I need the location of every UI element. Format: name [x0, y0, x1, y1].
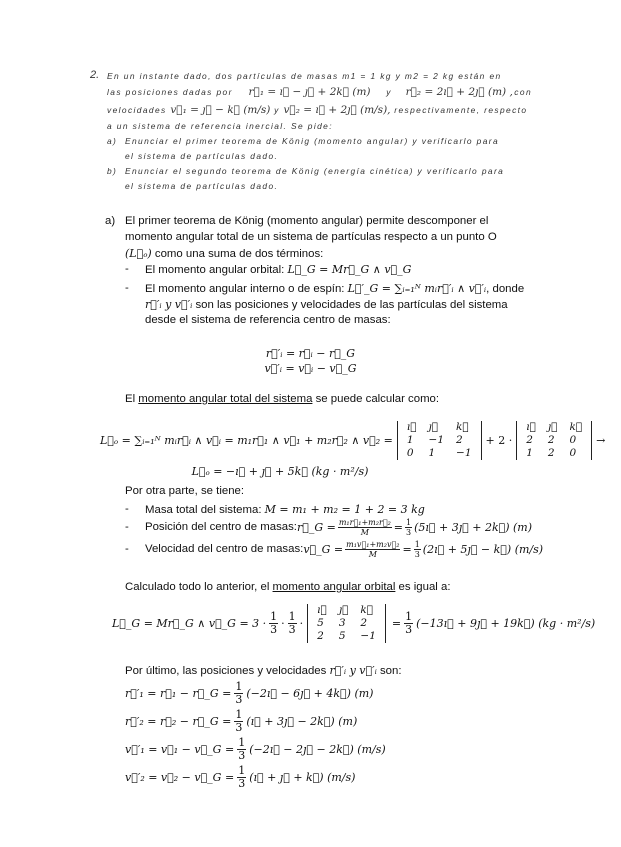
eq-lo-sum: L⃗ₒ = ∑ᵢ₌₁ᴺ mᵢr⃗ᵢ ∧ v⃗ᵢ = m₁r⃗₁ ∧ v⃗₁ + m₂r⃗₂ ∧ v⃗₂ = — [100, 433, 393, 447]
fraction-third — [269, 611, 278, 636]
fraction — [345, 540, 400, 559]
determinant-cell: 0 — [569, 434, 577, 446]
eq-sign: = — [402, 542, 412, 556]
determinant-1-table — [401, 421, 478, 460]
eq-vg-lhs: v⃗_G = — [303, 542, 344, 556]
lg-equation — [112, 598, 595, 648]
determinant-cell: 0 — [569, 447, 577, 459]
eq-lg-rhs: (−13ı⃗ + 9ȷ⃗ + 19k⃗) (kg · m²/s) — [416, 616, 596, 630]
problem-line-1: En un instante dado, dos partículas de masas m1 = 1 kg y m2 = 2 kg están en — [107, 71, 502, 81]
rp2-equation — [125, 708, 357, 734]
fraction-third — [234, 681, 243, 706]
eq-ri-vi: r⃗′ᵢ y v⃗′ᵢ — [145, 298, 193, 311]
determinant-cell: −1 — [360, 630, 376, 642]
eq-v1: v⃗₁ = ȷ⃗ − k⃗ (m/s) — [170, 104, 271, 116]
determinant-cell: −1 — [428, 434, 445, 446]
spin-line-3: desde el sistema de referencia centro de masas: — [145, 314, 391, 326]
otra-line: Por otra parte, se tiene: — [125, 485, 245, 497]
fraction-third — [414, 540, 421, 559]
calc-line — [125, 580, 450, 596]
bullet-dash: - — [125, 521, 129, 533]
fraction-third — [234, 709, 243, 734]
fraction-num: 1 — [414, 539, 420, 549]
fraction-num: 1 — [288, 609, 296, 623]
ultimo-line — [125, 663, 402, 680]
problem-item-a-text: Enunciar el primer teorema de König (momento angular) y verificarlo para — [125, 136, 500, 146]
pos-line — [125, 516, 532, 538]
eq-rp2-lhs: r⃗′₂ = r⃗₂ − r⃗_G = — [125, 714, 232, 728]
determinant-row — [520, 447, 588, 460]
determinant-cell: 0 — [406, 447, 414, 459]
determinant-cell: 5 — [317, 617, 324, 629]
problem-line-2 — [107, 85, 532, 100]
fraction-third — [405, 518, 412, 537]
problem-number: 2. — [90, 69, 100, 81]
determinant-row — [520, 421, 588, 434]
total-underlined: momento angular total del sistema — [138, 393, 313, 405]
eq-rg-lhs: r⃗_G = — [296, 520, 336, 534]
determinant-cell: 1 — [406, 434, 414, 446]
determinant-cell: 1 — [526, 447, 533, 459]
problem-item-a-label: a) — [107, 136, 118, 146]
problem-text: respectivamente, respecto — [394, 105, 528, 115]
fraction-den: 3 — [406, 527, 412, 537]
eq-lg: L⃗_G = Mr⃗_G ∧ v⃗_G — [287, 263, 412, 276]
vp1-equation — [125, 736, 386, 762]
problem-text: y — [274, 105, 280, 115]
fraction-third — [404, 611, 413, 636]
fraction-den: 3 — [238, 776, 246, 790]
determinant-cell: −1 — [456, 447, 472, 459]
eq-vg-rhs: (2ı⃗ + 5ȷ⃗ − k⃗) (m/s) — [422, 542, 544, 556]
masa-text: Masa total del sistema: — [145, 504, 265, 516]
determinant-cell: k⃗ — [456, 421, 469, 433]
fraction-den: 3 — [414, 549, 420, 559]
spin-line-2 — [145, 297, 508, 314]
pos-text: Posición del centro de masas: — [145, 521, 297, 533]
fraction-num: m₁v⃗₁+m₂v⃗₂ — [346, 539, 400, 549]
eq-r2: r⃗₂ = 2ı⃗ + 2ȷ⃗ (m) , — [405, 86, 513, 98]
spin-text-2: son las posiciones y velocidades de las partículas del sistema — [192, 299, 508, 311]
orbital-line — [145, 262, 411, 279]
determinant-cell: 2 — [547, 434, 555, 446]
eq-plus-two: + 2 · — [485, 433, 513, 447]
eq-sign: = — [393, 520, 404, 534]
determinant-cell: 1 — [428, 447, 436, 459]
total-text: El — [125, 393, 139, 405]
eq-r1: r⃗₁ = ı⃗ − ȷ⃗ + 2k⃗ (m) — [248, 86, 371, 98]
determinant-cell: ȷ⃗ — [428, 421, 439, 433]
eq-lg-lhs: L⃗_G = Mr⃗_G ∧ v⃗_G = 3 · — [112, 616, 267, 630]
fraction-num: 1 — [235, 707, 243, 721]
spin-tail: , donde — [486, 283, 525, 295]
determinant-cell: ı⃗ — [526, 421, 536, 433]
determinant-row — [401, 421, 478, 434]
fraction-den: 3 — [288, 622, 296, 636]
problem-line-4: a un sistema de referencia inercial. Se pide: — [107, 121, 333, 131]
problem-item-b-text: Enunciar el segundo teorema de König (energía cinética) y verificarlo para — [125, 166, 505, 176]
determinant-cell: ı⃗ — [317, 604, 327, 616]
spin-text: El momento angular interno o de espín: — [145, 283, 348, 295]
determinant-cell: 2 — [526, 434, 533, 446]
calc-text: Calculado todo lo anterior, el — [125, 581, 273, 593]
fraction-third — [288, 611, 297, 636]
fraction-num: m₁r⃗₁+m₂r⃗₂ — [338, 517, 391, 527]
determinant-3-table — [311, 604, 382, 643]
total-text: se puede calcular como: — [312, 393, 440, 405]
determinant-cell: 3 — [338, 617, 346, 629]
intro-line-3 — [125, 246, 323, 263]
eq-dot: · — [299, 616, 304, 630]
eq-vp1-rhs: (−2ı⃗ − 2ȷ⃗ − 2k⃗) (m/s) — [249, 742, 386, 756]
eq-vp2-rhs: (ı⃗ + ȷ⃗ + k⃗) (m/s) — [249, 770, 356, 784]
intro-line-1: El primer teorema de König (momento angular) permite descomponer el — [125, 215, 489, 227]
problem-item-a-text-2: el sistema de partículas dado. — [125, 151, 279, 161]
problem-text: las posiciones dadas por — [107, 87, 233, 97]
problem-line-3 — [107, 103, 527, 118]
fraction-den: 3 — [270, 622, 278, 636]
eq-vp1-lhs: v⃗′₁ = v⃗₁ − v⃗_G = — [125, 742, 235, 756]
fraction-den: M — [360, 527, 369, 537]
bullet-dash: - — [125, 503, 129, 515]
determinant-cell: 2 — [547, 447, 555, 459]
bullet-dash: - — [125, 543, 129, 555]
fraction-den: 3 — [405, 622, 413, 636]
eq-lo: (L⃗ₒ) — [125, 247, 152, 260]
vp2-equation — [125, 764, 355, 790]
fraction-num: 1 — [238, 763, 246, 777]
problem-text: con — [514, 87, 532, 97]
fraction-num: 1 — [238, 735, 246, 749]
solution-a-label: a) — [105, 215, 116, 227]
fraction-den: 3 — [235, 720, 243, 734]
determinant-cell: ȷ⃗ — [547, 421, 558, 433]
intro-text: como una suma de dos términos: — [151, 248, 324, 260]
fraction-num: 1 — [235, 679, 243, 693]
determinant-cell: k⃗ — [360, 604, 374, 616]
eq-rg-rhs: (5ı⃗ + 3ȷ⃗ + 2k⃗) (m) — [414, 520, 533, 534]
eq-relative-velocity: v⃗′ᵢ = v⃗ᵢ − v⃗_G — [264, 362, 357, 375]
determinant-2 — [516, 421, 592, 460]
determinant-row — [401, 434, 478, 447]
determinant-cell: k⃗ — [569, 421, 583, 433]
eq-masa: M = m₁ + m₂ = 1 + 2 = 3 kg — [264, 503, 425, 516]
determinant-cell: 5 — [338, 630, 346, 642]
orbital-text: El momento angular orbital: — [145, 264, 288, 276]
calc-underlined: momento angular orbital — [272, 581, 396, 593]
eq-dot: · — [281, 616, 285, 630]
arrow-icon: → — [596, 433, 606, 447]
rp1-equation — [125, 680, 373, 706]
eq-vp2-lhs: v⃗′₂ = v⃗₂ − v⃗_G = — [125, 770, 235, 784]
determinant-cell: 2 — [456, 434, 463, 446]
ultimo-text: Por último, las posiciones y velocidades — [125, 665, 330, 677]
determinant-cell: 2 — [317, 630, 324, 642]
determinant-row — [311, 604, 382, 617]
eq-rp2-rhs: (ı⃗ + 3ȷ⃗ − 2k⃗) (m) — [246, 714, 358, 728]
fraction-third — [237, 737, 246, 762]
determinant-2-table — [520, 421, 588, 460]
determinant-row — [401, 447, 478, 460]
fraction-den: M — [368, 549, 377, 559]
fraction-den: 3 — [235, 692, 243, 706]
fraction-third — [237, 765, 246, 790]
problem-item-b-text-2: el sistema de partículas dado. — [125, 181, 279, 191]
calc-text: es igual a: — [395, 581, 451, 593]
vel-text: Velocidad del centro de masas: — [145, 543, 304, 555]
fraction-den: 3 — [238, 748, 246, 762]
problem-text: velocidades — [107, 105, 167, 115]
determinant-cell: ȷ⃗ — [338, 604, 349, 616]
spin-line — [145, 281, 524, 298]
eq-lg-spin: L⃗′_G = ∑ᵢ₌₁ᴺ mᵢr⃗′ᵢ ∧ v⃗′ᵢ — [347, 282, 487, 295]
determinant-3 — [307, 604, 386, 643]
vel-line — [125, 538, 543, 560]
eq-ri-vi: r⃗′ᵢ y v⃗′ᵢ — [329, 664, 377, 677]
bullet-dash: - — [125, 263, 129, 275]
fraction — [338, 518, 392, 537]
eq-lo-result: L⃗ₒ = −ı⃗ + ȷ⃗ + 5k⃗ (kg · m²/s) — [191, 465, 369, 478]
determinant-cell: ı⃗ — [406, 421, 417, 433]
eq-v2: v⃗₂ = ı⃗ + 2ȷ⃗ (m/s), — [283, 104, 391, 116]
bullet-dash: - — [125, 282, 129, 294]
eq-relative-position: r⃗′ᵢ = r⃗ᵢ − r⃗_G — [265, 347, 356, 360]
fraction-num: 1 — [270, 609, 278, 623]
lo-equation — [100, 415, 605, 465]
problem-item-b-label: b) — [107, 166, 118, 176]
eq-sign: = — [391, 616, 402, 630]
determinant-row — [311, 630, 382, 643]
determinant-row — [520, 434, 588, 447]
fraction-num: 1 — [405, 609, 413, 623]
problem-text: y — [386, 87, 392, 97]
eq-rp1-rhs: (−2ı⃗ − 6ȷ⃗ + 4k⃗) (m) — [246, 686, 374, 700]
determinant-1 — [397, 421, 482, 460]
intro-line-2: momento angular total de un sistema de partículas respecto a un punto O — [125, 231, 497, 243]
determinant-cell: 2 — [360, 617, 368, 629]
ultimo-tail: son: — [376, 665, 402, 677]
determinant-row — [311, 617, 382, 630]
eq-rp1-lhs: r⃗′₁ = r⃗₁ − r⃗_G = — [125, 686, 232, 700]
fraction-num: 1 — [406, 517, 412, 527]
total-line — [125, 392, 439, 408]
